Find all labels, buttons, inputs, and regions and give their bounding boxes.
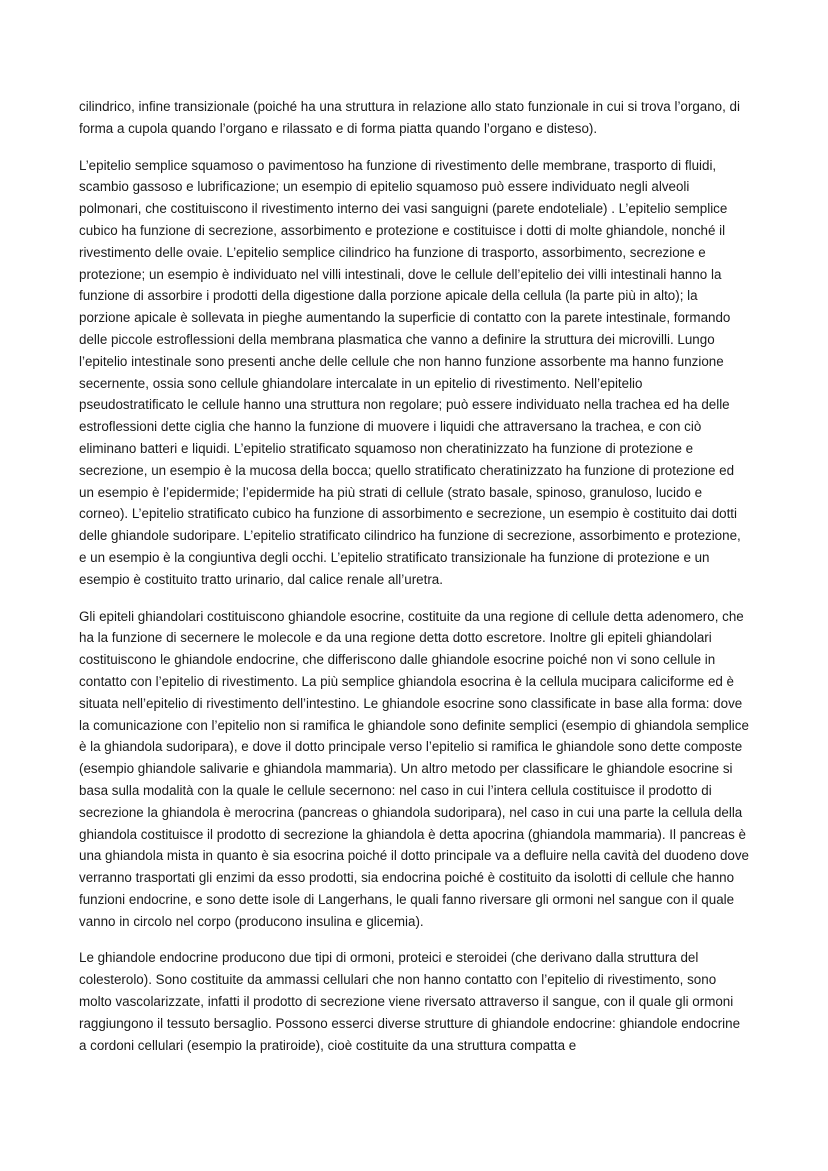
paragraph-glandular-epithelia: Gli epiteli ghiandolari costituiscono ghiandole esocrine, costituite da una regione di cellule detta adenomero, che ha la funzione di secernere le molecole e da una regione detta dotto escretore. Inoltre gli epiteli ghiandolari costituiscono le ghiandole endocrine, che differiscono dalle ghiandole esocrine poiché non vi sono cellule in contatto con l’epitelio di rivestimento. La più semplice ghiandola esocrina è la cellula mucipara caliciforme ed è situata nell’epitelio di rivestimento dell’intestino. Le ghiandole esocrine sono classificate in base alla forma: dove la comunicazione con l’epitelio non si ramifica le ghiandole sono definite semplici (esempio di ghiandola semplice è la ghiandola sudoripara), e dove il dotto principale verso l’epitelio si ramifica le ghiandole sono dette composte (esempio ghiandole salivarie e ghiandola mammaria). Un altro metodo per classificare le ghiandole esocrine si basa sulla modalità con la quale le cellule secernono: nel caso in cui l’intera cellula costituisce il prodotto di secrezione la ghiandola è merocrina (pancreas o ghiandola sudoripara), nel caso in cui una parte la cellula della ghiandola costituisce il prodotto di secrezione la ghiandola è detta apocrina (ghiandola mammaria). Il pancreas è una ghiandola mista in quanto è sia esocrina poiché il dotto principale va a defluire nella cavità del duodeno dove verranno trasportati gli enzimi da esso prodotti, sia endocrina poiché è costituito da isolotti di cellule che hanno funzioni endocrine, e sono dette isole di Langerhans, le quali fanno riversare gli ormoni nel sangue con il quale vanno in circolo nel corpo (producono insulina e glicemia).: [79, 608, 749, 929]
document-page: [79, 96, 751, 1071]
paragraph-continuation: cilindrico, infine transizionale (poiché ha una struttura in relazione allo stato funzionale in cui si trova l’organo, di forma a cupola quando l’organo e rilassato e di forma piatta quando l’organo e disteso).: [79, 99, 740, 136]
paragraph-simple-epithelia: L’epitelio semplice squamoso o pavimentoso ha funzione di rivestimento delle membrane, trasporto di fluidi, scambio gassoso e lubrificazione; un esempio di epitelio squamoso può essere individuato negli alveoli polmonari, che costituiscono il rivestimento interno dei vasi sanguigni (parete endoteliale) . L’epitelio semplice cubico ha funzione di secrezione, assorbimento e protezione e costituisce i dotti di molte ghiandole, nonché il rivestimento delle ovaie. L’epitelio semplice cilindrico ha funzione di trasporto, assorbimento, secrezione e protezione; un esempio è individuato nel villi intestinali, dove le cellule dell’epitelio dei villi intestinali hanno la funzione di assorbire i prodotti della digestione dalla porzione apicale della cellula (la parte più in alto); la porzione apicale è sollevata in pieghe aumentando la superficie di contatto con la parete intestinale, formando delle piccole estroflessioni della membrana plasmatica che vanno a definire la struttura dei microvilli. Lungo l’epitelio intestinale sono presenti anche delle cellule che non hanno funzione assorbente ma hanno funzione secernente, ossia sono cellule ghiandolare intercalate in un epitelio di rivestimento. Nell’epitelio pseudostratificato le cellule hanno una struttura non regolare; può essere individuato nella trachea ed ha delle estroflessioni dette ciglia che hanno la funzione di muovere i liquidi che attraversano la trachea, e con ciò eliminano batteri e liquidi. L’epitelio stratificato squamoso non cheratinizzato ha funzione di protezione e secrezione, un esempio è la mucosa della bocca; quello stratificato cheratinizzato ha funzione di protezione ed un esempio è l’epidermide; l’epidermide ha più strati di cellule (strato basale, spinoso, granuloso, lucido e corneo). L’epitelio stratificato cubico ha funzione di assorbimento e secrezione, un esempio è costituito dai dotti delle ghiandole sudoripare. L’epitelio stratificato cilindrico ha funzione di secrezione, assorbimento e protezione, e un esempio è la congiuntiva degli occhi. L’epitelio stratificato transizionale ha funzione di protezione e un esempio è costituito tratto urinario, dal calice renale all’uretra.: [79, 157, 741, 587]
paragraph-endocrine-glands: Le ghiandole endocrine producono due tipi di ormoni, proteici e steroidei (che derivano dalla struttura del colesterolo). Sono costituite da ammassi cellulari che non hanno contatto con l’epitelio di rivestimento, sono molto vascolarizzate, infatti il prodotto di secrezione viene riversato attraverso il sangue, con il quale gli ormoni raggiungono il tessuto bersaglio. Possono esserci diverse strutture di ghiandole endocrine: ghiandole endocrine a cordoni cellulari (esempio la pratiroide), cioè costituite da una struttura compatta e: [79, 950, 741, 1053]
